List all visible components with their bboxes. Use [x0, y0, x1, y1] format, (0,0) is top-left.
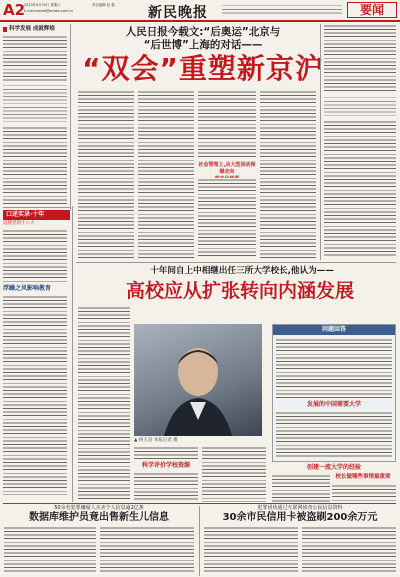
bottom-right-kicker: 犯罪团伙通过互联网侦查公民信息资料: [257, 505, 343, 511]
box-text: [3, 229, 67, 283]
middle-col-3: [202, 446, 266, 502]
column-divider-3: [320, 24, 321, 260]
top-story-col-4: [260, 90, 316, 258]
subhead-president: 校长做哪些事情最重要: [335, 474, 391, 480]
page-number: A2: [3, 1, 26, 19]
top-story-headline: “双会”重塑新京沪: [82, 52, 324, 85]
right-col-text-1: [324, 24, 396, 94]
bottom-left-text-1: [4, 526, 96, 574]
middle-col-1: [78, 306, 130, 502]
right-col-text-2: [324, 120, 396, 258]
middle-story-kicker: 十年间自上中相继出任三所大学校长,他认为——: [150, 266, 334, 276]
middle-col-4b: [332, 484, 396, 502]
masthead: [0, 0, 400, 22]
email-line: E-mail:xmwb@xmwb.com.cn: [24, 9, 74, 13]
portrait-photo: [134, 324, 262, 436]
middle-col-4a: [272, 474, 330, 502]
bottom-right-text-2: [302, 526, 396, 574]
portrait-figure-icon: [134, 324, 262, 436]
box-divider: [3, 207, 71, 208]
top-story-kicker: [88, 26, 318, 52]
subhead-science-eval: 科学评价学校资源: [141, 462, 190, 469]
middle-story-headline: 高校应从扩张转向内涵发展: [125, 280, 354, 302]
newspaper-logo: 新民晚报: [148, 5, 208, 21]
left-highlight-text: [3, 84, 67, 124]
column-divider-2: [72, 206, 73, 502]
header-info: [222, 4, 342, 16]
right-col-highlight: [324, 96, 396, 118]
box-subtitle-2: 浮躁之风影响教育: [3, 285, 52, 292]
bottom-left-text-2: [100, 526, 194, 574]
qa-text-2: [276, 411, 392, 459]
bottom-right-text-1: [204, 526, 298, 574]
section-label: 要闻: [347, 2, 397, 18]
qa-text-1: [276, 338, 392, 398]
kicker-line-1: 人民日报今载文:“后奥运”北京与: [125, 26, 281, 38]
qa-title: 问题回答: [273, 325, 395, 335]
date-line: 2013年4月20日 星期六: [24, 3, 61, 7]
top-story-col-3b: [198, 178, 256, 258]
column-divider: [70, 24, 71, 210]
top-story-subhead-1: 社会管理上,从大型活动保障走向: [198, 162, 256, 175]
box-text-2: [3, 295, 67, 495]
bottom-left-kicker: 50余名犯罪嫌疑人买卖个人信息逾2亿条: [54, 505, 144, 511]
qa-subhead: 发展的中国需要大学: [306, 401, 361, 408]
middle-col-2a: [134, 446, 198, 460]
bottom-right-headline: 30余市民信用卡被盗刷200余万元: [222, 512, 378, 523]
kicker-line-2: “后世博”上海的对话——: [143, 39, 263, 51]
middle-col-2b: [134, 472, 198, 502]
bottom-divider: [199, 506, 200, 576]
section-rule: [76, 262, 396, 263]
column-tag: 科学发展 成就辉煌: [3, 26, 73, 33]
subhead-first-class: 创建一流大学的经验: [306, 464, 361, 471]
photo-caption: ▲ 杨玉良 本报记者 摄: [134, 438, 178, 443]
qa-box: [272, 324, 396, 462]
top-story-col-3a: [198, 90, 256, 160]
top-story-col-1: [78, 90, 134, 258]
box-subtitle: 追随党的十八大: [3, 221, 35, 226]
left-article-text-2: [3, 126, 67, 204]
box-title: 口述实录·十年: [3, 210, 70, 220]
bottom-rule: [3, 503, 396, 504]
top-story-col-2: [138, 90, 194, 258]
left-article-text: [3, 35, 67, 82]
bottom-left-headline: 数据库维护员竟出售新生儿信息: [29, 512, 169, 523]
editor-line: 责任编辑:赵 强: [92, 3, 115, 7]
